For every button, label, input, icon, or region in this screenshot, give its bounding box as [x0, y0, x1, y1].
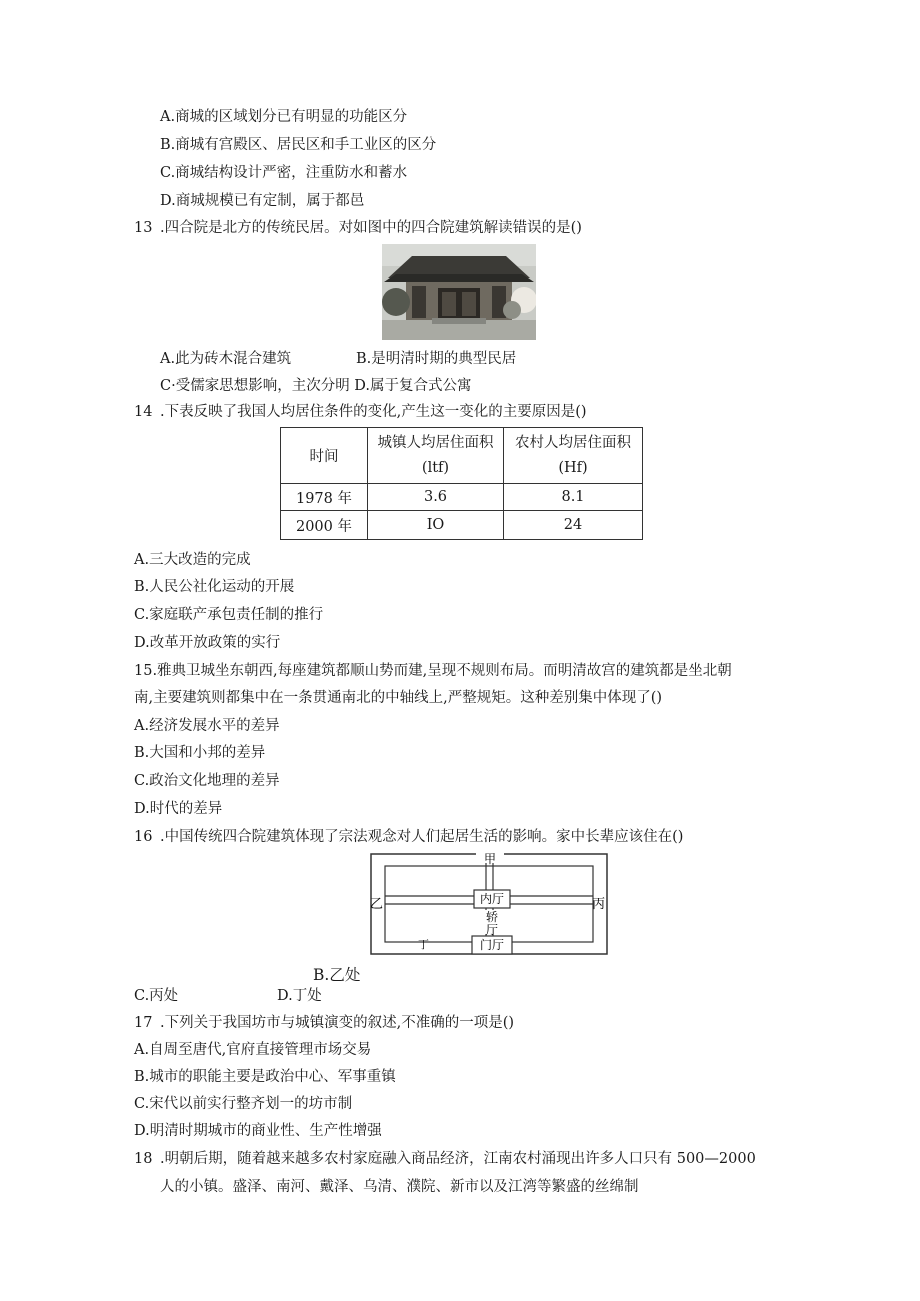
courtyard-plan-diagram	[366, 852, 612, 958]
cell-year: 2000 年	[281, 511, 368, 540]
q14-option-a: A.三大改造的完成	[134, 552, 251, 568]
q18-number: 18	[134, 1151, 153, 1167]
q17-option-d: D.明清时期城市的商业性、生产性增强	[134, 1123, 382, 1139]
label-ding: 丁	[418, 938, 429, 951]
label-gate-hall: 门厅	[479, 938, 505, 952]
q17-option-c: C.宋代以前实行整齐划一的坊市制	[134, 1096, 353, 1112]
q14-number: 14	[134, 404, 153, 420]
q16-stem	[134, 828, 683, 846]
q14-option-b: B.人民公社化运动的开展	[134, 579, 295, 595]
label-inner-hall: 内厅	[479, 892, 505, 906]
table-row	[281, 484, 643, 511]
label-sedan-hall-1: 轿	[485, 910, 499, 924]
q16-text: .中国传统四合院建筑体现了宗法观念对人们起居生活的影响。家中长辈应该住在()	[160, 829, 684, 845]
q13-option-b: B.是明清时期的典型民居	[356, 351, 517, 367]
q13-text: .四合院是北方的传统民居。对如图中的四合院建筑解读错误的是()	[160, 220, 582, 236]
header-rural	[504, 428, 643, 484]
cell-rural: 8.1	[504, 484, 643, 511]
q17-option-a: A.自周至唐代,官府直接管理市场交易	[134, 1042, 372, 1058]
q16-option-c: C.丙处	[134, 988, 179, 1004]
q17-stem	[134, 1014, 514, 1032]
q12-option-a: A.商城的区域划分已有明显的功能区分	[160, 109, 408, 125]
table-row	[281, 511, 643, 540]
q15-option-d: D.时代的差异	[134, 801, 223, 817]
label-bing: 丙	[592, 897, 606, 912]
q16-option-b: B.乙处	[313, 966, 361, 984]
q15-option-a: A.经济发展水平的差异	[134, 718, 280, 734]
q16-option-d: D.丁处	[277, 988, 322, 1004]
q12-option-d: D.商城规模已有定制，属于都邑	[160, 193, 365, 209]
header-urban	[368, 428, 504, 484]
cell-urban: IO	[368, 511, 504, 540]
header-urban-label: 城镇人均居住面积	[377, 434, 494, 451]
header-rural-label: 农村人均居住面积	[515, 434, 631, 451]
q14-option-c: C.家庭联产承包责任制的推行	[134, 607, 324, 623]
q14-stem	[134, 403, 587, 421]
label-yi: 乙	[370, 897, 384, 912]
q18-stem-line1	[134, 1150, 756, 1168]
housing-area-table	[280, 427, 643, 540]
q17-option-b: B.城市的职能主要是政治中心、军事重镇	[134, 1069, 396, 1085]
q18-stem-line2: 人的小镇。盛泽、南河、戴泽、乌清、濮院、新市以及江湾等繁盛的丝绵制	[160, 1179, 639, 1195]
q17-number: 17	[134, 1015, 153, 1031]
q14-text: .下表反映了我国人均居住条件的变化,产生这一变化的主要原因是()	[160, 404, 587, 420]
cell-rural: 24	[504, 511, 643, 540]
q15-option-c: C.政治文化地理的差异	[134, 773, 280, 789]
q13-option-a: A.此为砖木混合建筑	[160, 351, 292, 367]
q18-text: .明朝后期，随着越来越多农村家庭融入商品经济，江南农村涌现出许多人口只有 500—2000	[160, 1151, 756, 1167]
table-header-row	[281, 428, 643, 484]
header-urban-unit: (ltf)	[421, 459, 450, 476]
q17-text: .下列关于我国坊市与城镇演变的叙述,不准确的一项是()	[160, 1015, 515, 1031]
q15-option-b: B.大国和小邦的差异	[134, 745, 266, 761]
q16-number: 16	[134, 829, 153, 845]
q13-stem	[134, 219, 582, 237]
label-sedan-hall-2: 厅	[485, 923, 499, 937]
q14-option-d: D.改革开放政策的实行	[134, 635, 281, 651]
label-jia: 甲	[483, 852, 497, 866]
header-time: 时间	[281, 428, 368, 484]
cell-urban: 3.6	[368, 484, 504, 511]
q12-option-b: B.商城有宫殿区、居民区和手工业区的区分	[160, 137, 437, 153]
cell-year: 1978 年	[281, 484, 368, 511]
q12-option-c: C.商城结构设计严密，注重防水和蓄水	[160, 165, 408, 181]
header-rural-unit: (Hf)	[558, 459, 588, 476]
siheyuan-photo	[382, 244, 536, 340]
q13-number: 13	[134, 220, 153, 236]
q13-option-cd: C·受儒家思想影响，主次分明 D.属于复合式公寓	[160, 378, 472, 394]
q15-stem-line1: 15.雅典卫城坐东朝西,每座建筑都顺山势而建,呈现不规则布局。而明清故宫的建筑都是坐北朝	[134, 663, 732, 679]
q15-stem-line2: 南,主要建筑则都集中在一条贯通南北的中轴线上,严整规矩。这种差别集中体现了()	[134, 690, 663, 706]
